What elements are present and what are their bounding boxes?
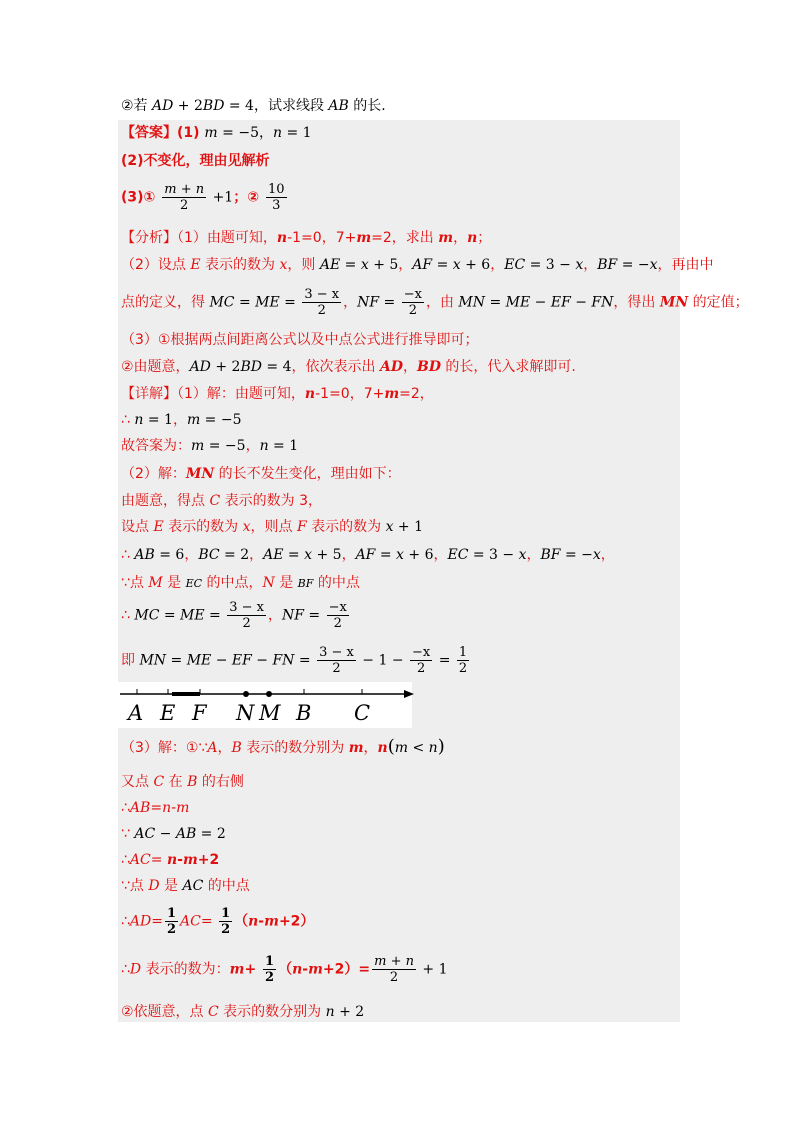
analysis-line-5: ②由题意，AD + 2BD = 4，依次表示出 AD，BD 的长，代入求解即可.	[121, 359, 576, 375]
point-n	[243, 691, 249, 697]
analysis-line-4: （3）①根据两点间距离公式以及中点公式进行推导即可；	[121, 332, 479, 348]
label-a: A	[128, 701, 144, 725]
detail-line-7: ∴ AB = 6，BC = 2，AE = x + 5，AF = x + 6，EC = 3 − x，BF = −x，	[121, 547, 615, 563]
detail-line-13: ∴AB=n-m	[121, 800, 190, 816]
fraction: $\frac{m + n}{2}$	[374, 954, 414, 985]
detail-line-12: 又点 C 在 B 的右侧	[121, 774, 244, 790]
detail-line-8: ∵点 M 是 EC 的中点，N 是 BF 的中点	[121, 575, 360, 591]
detail-line-9: ∴ MC = ME = $\frac{3 - x}{2}$ ，NF = $\frac{-x}{2}$	[121, 600, 347, 631]
fraction: $\frac{1}{2}$	[265, 954, 275, 985]
fraction: $\frac{-x}{2}$	[412, 645, 431, 676]
answer-line-2: (2)不变化，理由见解析	[121, 153, 270, 169]
detail-line-15: ∴AC= n-m+2	[121, 852, 220, 868]
detail-line-5: 由题意，得点 C 表示的数为 3，	[121, 493, 322, 509]
label-e: E	[160, 701, 176, 725]
detail-line-2: ∴ n = 1，m = −5	[121, 412, 242, 428]
answer-line-1: 【答案】(1) m = −5，n = 1	[121, 125, 312, 141]
fraction: $\frac{3 - x}{2}$	[229, 600, 265, 631]
label-m: M	[259, 701, 281, 725]
number-line	[118, 682, 418, 728]
detail-line-18: ∴D 表示的数为：m+ $\frac{1}{2}$ （n-m+2）= $\frac{m + n}{2}$ + 1	[121, 954, 448, 985]
label-n: N	[236, 701, 255, 725]
label-c: C	[354, 701, 371, 725]
detail-line-6: 设点 E 表示的数为 x，则点 F 表示的数为 x + 1	[121, 519, 424, 535]
detail-line-17: ∴AD= $\frac{1}{2}$ AC= $\frac{1}{2}$ （n-m+2）	[121, 906, 315, 937]
detail-line-1: 【详解】（1）解：由题可知，n-1=0，7+m=2，	[121, 386, 434, 402]
label-f: F	[192, 701, 207, 725]
fraction: $\frac{m + n}{2}$	[164, 182, 205, 213]
fraction: $\frac{1}{2}$	[458, 645, 468, 676]
fraction: $\frac{1}{2}$	[221, 906, 231, 937]
analysis-line-2: （2）设点 E 表示的数为 x，则 AE = x + 5，AF = x + 6，EC = 3 − x，BF = −x，再由中	[121, 257, 714, 273]
analysis-line-1: 【分析】（1）由题可知，n-1=0，7+m=2，求出 m，n；	[121, 230, 492, 246]
fraction: $\frac{-x}{2}$	[403, 287, 422, 318]
fraction: $\frac{-x}{2}$	[328, 600, 347, 631]
fraction: $\frac{3 - x}{2}$	[319, 645, 354, 676]
detail-line-11: （3）解：①∵A，B 表示的数分别为 m，n(m < n)	[121, 736, 445, 757]
fraction: $\frac{3 - x}{2}$	[304, 287, 340, 318]
detail-line-14: ∵ AC − AB = 2	[121, 826, 226, 842]
label-b: B	[296, 701, 312, 725]
analysis-line-3: 点的定义，得 MC = ME = $\frac{3 - x}{2}$ ，NF = $\frac{-x}{2}$ ，由 MN = ME − EF − FN，得出 MN 的定值；	[121, 287, 749, 318]
point-m	[266, 691, 272, 697]
question-line: ②若 AD + 2BD = 4，试求线段 AB 的长.	[121, 98, 386, 114]
answer-line-3: (3)① $\frac{m + n}{2}$ +1；② $\frac{10}{3}$	[121, 182, 285, 213]
detail-line-3: 故答案为：m = −5，n = 1	[121, 438, 299, 454]
detail-line-4: （2）解：MN 的长不发生变化，理由如下：	[121, 466, 401, 482]
detail-line-16: ∵点 D 是 AC 的中点	[121, 878, 250, 894]
detail-line-10: 即 MN = ME − EF − FN = $\frac{3 - x}{2}$ − 1 − $\frac{-x}{2}$ = $\frac{1}{2}$	[121, 645, 468, 676]
detail-line-19: ②依题意，点 C 表示的数分别为 n + 2	[121, 1004, 365, 1020]
fraction: $\frac{10}{3}$	[267, 182, 285, 213]
fraction: $\frac{1}{2}$	[167, 906, 177, 937]
